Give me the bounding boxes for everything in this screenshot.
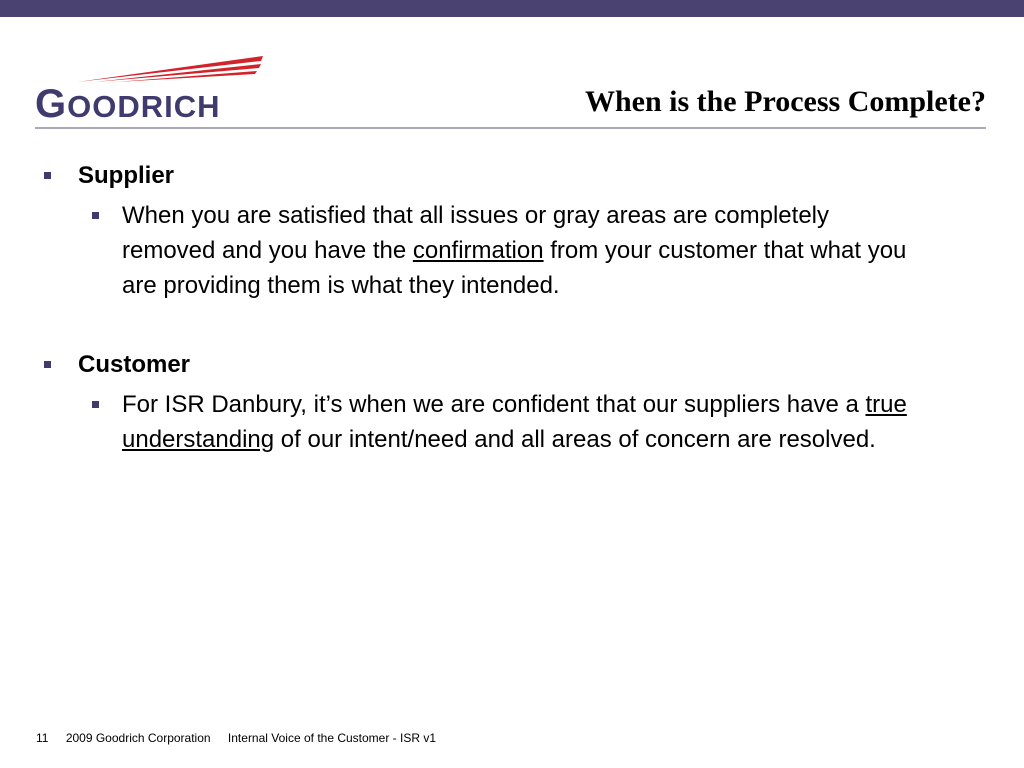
square-bullet-icon <box>44 172 51 179</box>
page-number: 11 <box>36 731 49 745</box>
top-color-band <box>0 0 1024 17</box>
section-heading: Customer <box>78 351 191 378</box>
sub-bullet-supplier <box>122 198 922 303</box>
bullet-supplier <box>44 158 944 194</box>
underlined-term: true understanding <box>122 391 907 453</box>
sub-bullet-text: When you are satisfied that all issues or gray areas are completely removed and you have the <box>122 202 830 264</box>
section-heading: Supplier <box>78 162 175 189</box>
footer-doc-name: Internal Voice of the Customer - ISR v1 <box>227 731 437 745</box>
footer-copyright: 2009 Goodrich Corporation <box>65 731 211 745</box>
sub-bullet-text: of our intent/need and all areas of concern are resolved. <box>274 426 876 453</box>
slide-title: When is the Process Complete? <box>584 85 986 118</box>
goodrich-logo <box>35 52 267 124</box>
sub-bullet-text: For ISR Danbury, it’s when we are confident that our suppliers have a <box>122 391 866 418</box>
logo-swoosh-icon <box>75 52 265 84</box>
square-bullet-icon <box>92 401 99 408</box>
slide-body <box>44 158 944 457</box>
underlined-term: confirmation <box>412 237 544 264</box>
square-bullet-icon <box>44 361 51 368</box>
bullet-customer <box>44 347 944 383</box>
square-bullet-icon <box>92 212 99 219</box>
title-divider <box>35 127 986 129</box>
logo-wordmark: GOODRICH <box>35 82 221 126</box>
sub-bullet-text: from your customer that what you are providing them is what they intended. <box>122 237 907 299</box>
slide-footer <box>36 731 450 745</box>
sub-bullet-customer <box>122 387 922 457</box>
